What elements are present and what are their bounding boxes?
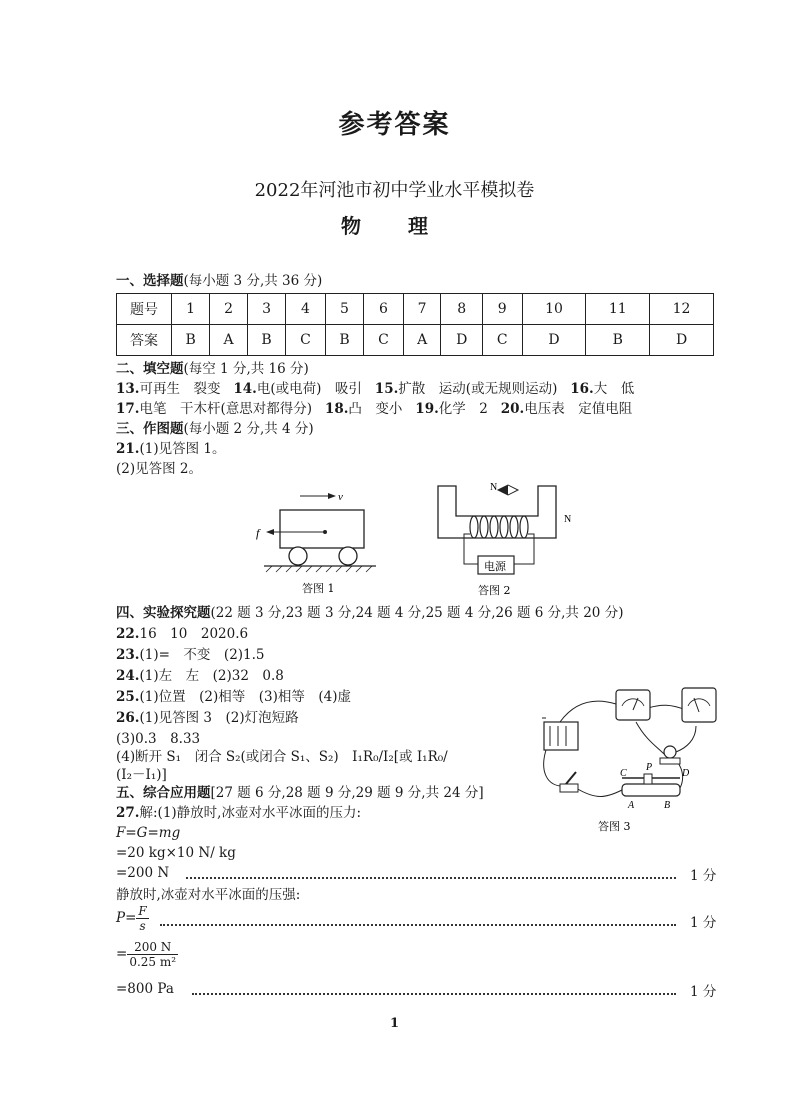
section2-note: (每空 1 分,共 16 分) bbox=[183, 361, 309, 377]
fraction-denominator: 0.25 m² bbox=[129, 955, 177, 969]
power-source-label: 电源 bbox=[484, 560, 506, 573]
q-answer: 凸 变小 bbox=[348, 401, 403, 417]
question-number-cell: 10 bbox=[522, 294, 586, 325]
q-number: 23. bbox=[116, 647, 140, 663]
q25-line bbox=[116, 688, 351, 707]
question-number-cell: 6 bbox=[364, 294, 404, 325]
answer-cell: C bbox=[286, 325, 326, 356]
wire bbox=[544, 750, 560, 786]
q-answer: (1)左 左 (2)32 0.8 bbox=[139, 668, 284, 684]
q-number: 26. bbox=[116, 710, 140, 726]
fill-blank-line-1 bbox=[116, 380, 634, 399]
lamp-base bbox=[660, 758, 680, 764]
section2-heading: 二、填空题 bbox=[116, 361, 184, 377]
question-number-cell: 5 bbox=[325, 294, 363, 325]
exam-subtitle: 2022年河池市初中学业水平模拟卷 bbox=[254, 180, 535, 201]
section1-note: (每小题 3 分,共 36 分) bbox=[183, 273, 323, 289]
battery-icon bbox=[544, 722, 578, 750]
answer-cell: A bbox=[403, 325, 441, 356]
question-number-cell: 4 bbox=[286, 294, 326, 325]
score-label: 1 分 bbox=[690, 868, 717, 884]
equation-2: =20 kg×10 N/ kg bbox=[116, 845, 236, 861]
switch-icon bbox=[560, 784, 578, 792]
section3-note: (每小题 2 分,共 4 分) bbox=[183, 421, 314, 437]
section1-heading: 一、选择题 bbox=[116, 273, 184, 289]
q-number: 16. bbox=[570, 381, 594, 397]
pole-n-label: N bbox=[564, 514, 572, 525]
q-number: 13. bbox=[116, 381, 140, 397]
q-answer: (1)见答图 3 (2)灯泡短路 bbox=[139, 710, 299, 726]
answer-table-answer-row bbox=[117, 325, 714, 356]
q27-intro-line bbox=[116, 804, 361, 823]
q26-line bbox=[116, 709, 299, 728]
fraction bbox=[136, 904, 148, 933]
question-number-cell: 11 bbox=[586, 294, 650, 325]
subject-title: 物 理 bbox=[341, 214, 448, 238]
figure-2-caption: 答图 2 bbox=[478, 584, 511, 597]
section5-note: [27 题 6 分,28 题 9 分,29 题 9 分,共 24 分] bbox=[210, 785, 484, 801]
dotted-leader bbox=[186, 877, 676, 879]
score-label: 1 分 bbox=[690, 915, 717, 931]
score-label: 1 分 bbox=[690, 984, 717, 1000]
answer-cell: D bbox=[522, 325, 586, 356]
q21-line-2: (2)见答图 2。 bbox=[116, 461, 203, 477]
lamp-icon bbox=[664, 746, 676, 758]
question-number-cell: 3 bbox=[247, 294, 285, 325]
cart-body bbox=[280, 510, 364, 548]
equation-6: =800 Pa bbox=[116, 981, 174, 997]
equation-4 bbox=[116, 904, 149, 933]
cart-wheel-right bbox=[339, 547, 357, 565]
pressure-intro: 静放时,冰壶对水平冰面的压强: bbox=[116, 887, 301, 903]
answer-table-question-row bbox=[117, 294, 714, 325]
question-number-cell: 8 bbox=[441, 294, 482, 325]
figure-1-cart bbox=[250, 488, 390, 598]
fraction-numerator: 200 N bbox=[127, 940, 178, 955]
q-number: 20. bbox=[500, 401, 525, 417]
q26-4-line: (4)断开 S₁ 闭合 S₂(或闭合 S₁、S₂) I₁R₀/I₂[或 I₁R₀/ bbox=[116, 749, 448, 765]
fraction-denominator: s bbox=[139, 919, 146, 933]
q21-line-1 bbox=[116, 440, 226, 459]
wire bbox=[636, 722, 664, 754]
ground-hatching bbox=[266, 566, 372, 572]
section5-heading: 五、综合应用题 bbox=[116, 785, 211, 801]
fraction-numerator: F bbox=[138, 904, 147, 918]
question-number-cell: 1 bbox=[172, 294, 210, 325]
terminal-b-label: B bbox=[664, 800, 671, 811]
figure-3-circuit bbox=[536, 680, 726, 840]
equation-5: = $\frac{200 N}{\text{0.25 m²}}$ bbox=[116, 940, 177, 969]
coil-icon bbox=[470, 516, 528, 538]
wire bbox=[648, 705, 686, 710]
slider-p-label: P bbox=[646, 762, 653, 773]
terminal-c-label: C bbox=[620, 768, 627, 779]
friction-arrowhead bbox=[266, 529, 274, 535]
section1-heading-line bbox=[116, 272, 322, 291]
q-number: 17. bbox=[116, 401, 140, 417]
rheostat-slider bbox=[644, 774, 652, 784]
section5-heading-line bbox=[116, 784, 484, 803]
velocity-label: v bbox=[338, 491, 343, 503]
switch-lever bbox=[566, 772, 576, 784]
q-answer: 电压表 定值电阻 bbox=[524, 401, 633, 417]
answer-table bbox=[116, 293, 714, 356]
answer-cell: D bbox=[650, 325, 714, 356]
terminal-d-label: D bbox=[682, 768, 690, 779]
question-number-cell: 9 bbox=[482, 294, 522, 325]
table-header-cell: 答案 bbox=[117, 325, 172, 356]
q-number: 25. bbox=[116, 689, 140, 705]
q-number: 22. bbox=[116, 626, 140, 642]
section4-heading: 四、实验探究题 bbox=[116, 605, 211, 621]
rheostat-icon bbox=[622, 784, 680, 796]
section3-heading-line bbox=[116, 420, 314, 439]
section4-note: (22 题 3 分,23 题 3 分,24 题 4 分,25 题 4 分,26 题 6 分,共 20 分) bbox=[210, 605, 624, 621]
dotted-leader bbox=[192, 993, 676, 995]
q23-line bbox=[116, 646, 265, 665]
terminal-a-label: A bbox=[628, 800, 635, 811]
q-answer: (1)= 不变 (2)1.5 bbox=[139, 647, 265, 663]
answer-cell: C bbox=[364, 325, 404, 356]
figure-3-caption: 答图 3 bbox=[598, 820, 631, 833]
friction-label: f bbox=[256, 526, 260, 540]
q-answer: 电笔 干木杆(意思对都得分) bbox=[139, 401, 313, 417]
section3-heading: 三、作图题 bbox=[116, 421, 184, 437]
force-point bbox=[323, 530, 327, 534]
fraction bbox=[127, 940, 178, 969]
answer-cell: B bbox=[586, 325, 650, 356]
q-answer: 化学 2 bbox=[438, 401, 488, 417]
velocity-arrowhead bbox=[328, 493, 336, 499]
q-number: 24. bbox=[116, 668, 140, 684]
q-number: 15. bbox=[374, 381, 399, 397]
q26-4b-line: (I₂－I₁)] bbox=[116, 767, 167, 783]
equation-4-lhs: P= bbox=[116, 910, 137, 926]
fill-blank-line-2 bbox=[116, 400, 632, 419]
figure-1-caption: 答图 1 bbox=[302, 582, 335, 595]
question-number-cell: 12 bbox=[650, 294, 714, 325]
section2-heading-line bbox=[116, 360, 309, 379]
q-answer: 扩散 运动(或无规则运动) bbox=[398, 381, 558, 397]
table-header-cell: 题号 bbox=[117, 294, 172, 325]
answer-cell: D bbox=[441, 325, 482, 356]
q-answer: (1)位置 (2)相等 (3)相等 (4)虚 bbox=[139, 689, 351, 705]
question-number-cell: 7 bbox=[403, 294, 441, 325]
equation-1: F=G=mg bbox=[116, 825, 181, 841]
q-answer: 大 低 bbox=[593, 381, 635, 397]
q-answer: (1)见答图 1。 bbox=[139, 441, 226, 457]
q-number: 27. bbox=[116, 805, 140, 821]
compass-needle-dark bbox=[498, 485, 508, 495]
q-answer: 电(或电荷) 吸引 bbox=[256, 381, 362, 397]
wire bbox=[560, 701, 616, 722]
page-number: 1 bbox=[389, 1016, 400, 1031]
answer-cell: C bbox=[482, 325, 522, 356]
answer-cell: B bbox=[325, 325, 363, 356]
page-title: 参考答案 bbox=[338, 110, 451, 140]
section4-heading-line bbox=[116, 604, 623, 623]
wire bbox=[676, 726, 696, 752]
equation-3: =200 N bbox=[116, 865, 170, 881]
cart-wheel-left bbox=[289, 547, 307, 565]
q-number: 21. bbox=[116, 441, 140, 457]
q26-3-line: (3)0.3 8.33 bbox=[116, 731, 201, 747]
q-answer: 可再生 裂变 bbox=[139, 381, 221, 397]
u-shaped-core bbox=[438, 486, 556, 538]
answer-cell: B bbox=[247, 325, 285, 356]
q-number: 18. bbox=[324, 401, 349, 417]
ammeter-icon bbox=[616, 690, 650, 720]
compass-n-label: N bbox=[490, 482, 498, 493]
q-answer: 解:(1)静放时,冰壶对水平冰面的压力: bbox=[139, 805, 362, 821]
dotted-leader bbox=[160, 924, 676, 926]
q22-line bbox=[116, 625, 248, 644]
figure-2-electromagnet bbox=[430, 478, 580, 600]
q-number: 19. bbox=[415, 401, 439, 417]
answer-cell: B bbox=[172, 325, 210, 356]
wire bbox=[576, 788, 622, 797]
voltmeter-icon bbox=[682, 688, 716, 722]
q-number: 14. bbox=[233, 381, 257, 397]
q-answer: 16 10 2020.6 bbox=[139, 626, 249, 642]
question-number-cell: 2 bbox=[210, 294, 248, 325]
q24-line bbox=[116, 667, 284, 686]
answer-cell: A bbox=[210, 325, 248, 356]
